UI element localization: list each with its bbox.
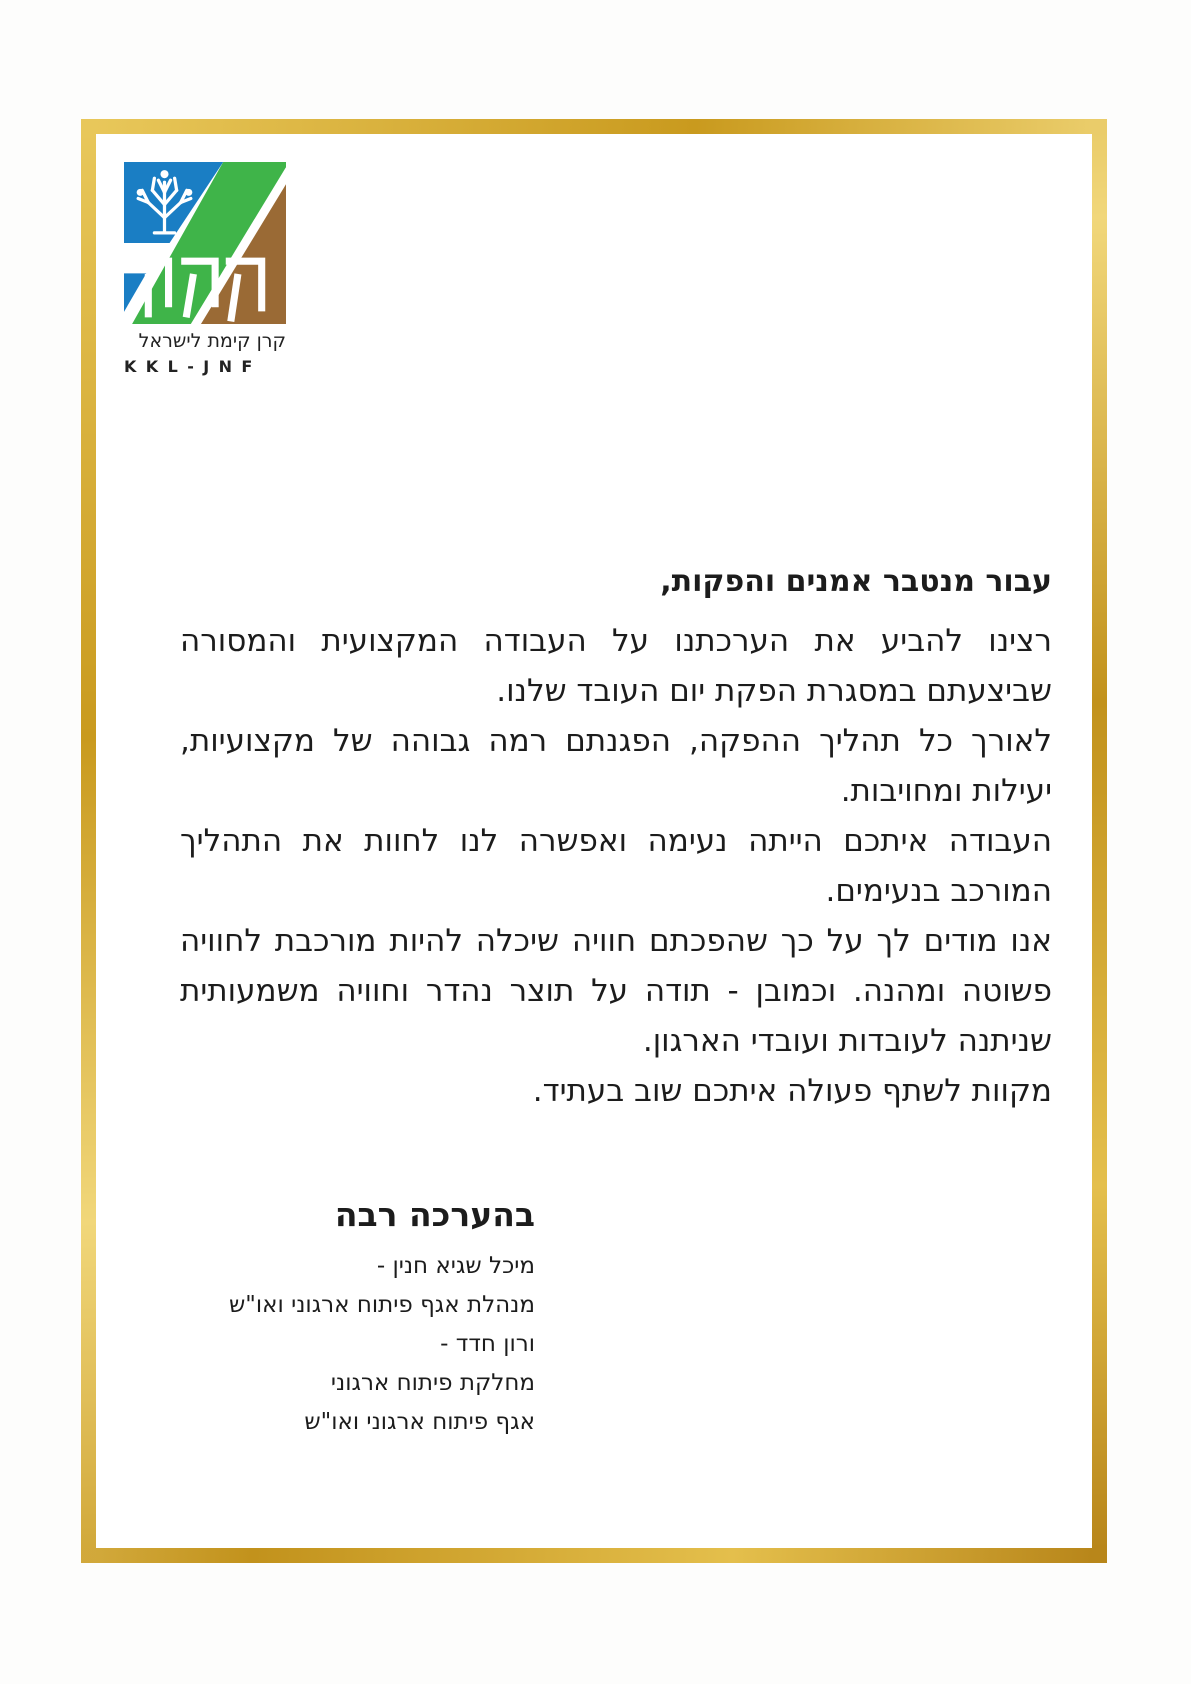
letter-heading: עבור מנטבר אמנים והפקות, [660, 564, 1052, 599]
letter-paragraph: אנו מודים לך על כך שהפכתם חוויה שיכלה להיות מורכבת לחוויה פשוטה ומהנה. וכמובן - תודה על תוצר נהדר וחוויה משמעותית שניתנה לעובדות ועובדי הארגון. [180, 923, 1052, 1059]
signature-line: מחלקת פיתוח ארגוני [330, 1370, 535, 1396]
letter-paragraph: לאורך כל תהליך ההפקה, הפגנתם רמה גבוהה של מקצועיות, יעילות ומחויבות. [180, 723, 1052, 809]
kkl-jnf-logo [124, 162, 286, 324]
kkl-jnf-emblem-icon [124, 162, 286, 324]
closing-title: בהערכה רבה [334, 1195, 535, 1234]
signature-line: אגף פיתוח ארגוני ואו"ש [304, 1409, 535, 1435]
logo-hebrew-name: קרן קימת לישראל [138, 330, 286, 352]
signature-line: מיכל שגיא חנין - [376, 1253, 535, 1279]
closing-block [180, 1193, 535, 1442]
letter-paragraph: רצינו להביע את הערכתנו על העבודה המקצועית והמסורה שביצעתם במסגרת הפקת יום העובד שלנו. [180, 623, 1052, 709]
letter-paragraph: מקוות לשתף פעולה איתכם שוב בעתיד. [532, 1073, 1052, 1109]
signature-line: מנהלת אגף פיתוח ארגוני ואו"ש [228, 1292, 535, 1318]
signature-line: ורון חדד - [440, 1331, 535, 1357]
letter-body [180, 560, 1052, 1116]
letter-paragraph: העבודה איתכם הייתה נעימה ואפשרה לנו לחוות את התהליך המורכב בנעימים. [180, 823, 1052, 909]
logo-english-name: KKL-JNF [124, 357, 262, 376]
